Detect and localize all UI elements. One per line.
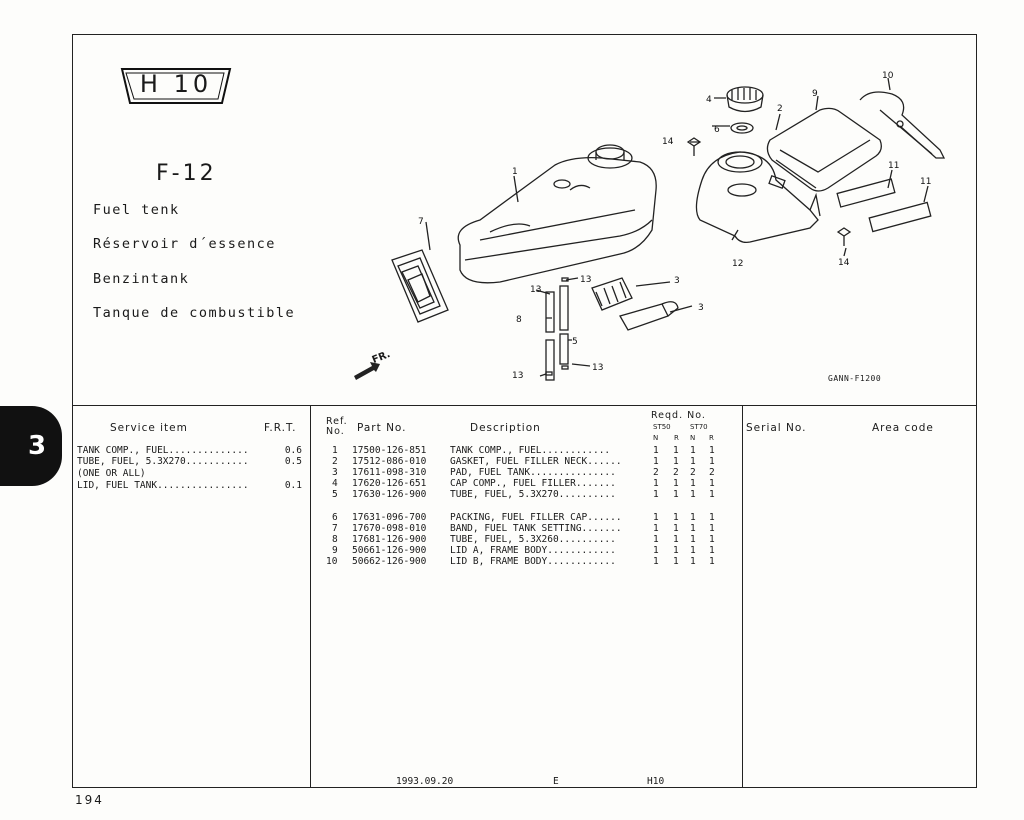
qty-st50-n: 1 (653, 445, 659, 456)
ref: 7 (332, 523, 338, 534)
qty-st70-n: 1 (690, 556, 696, 567)
service-frt: 0.5 (284, 456, 302, 467)
service-frt: 0.1 (284, 480, 302, 491)
qty-st70-r: 1 (709, 478, 715, 489)
service-row (77, 446, 302, 456)
qty-st50-n: 1 (653, 556, 659, 567)
ref: 1 (332, 445, 338, 456)
qty-st50-n: 1 (653, 489, 659, 500)
callout-7: 7 (418, 217, 424, 227)
description: PAD, FUEL TANK............... (450, 467, 616, 478)
qty-st70-n: 1 (690, 523, 696, 534)
description: CAP COMP., FUEL FILLER....... (450, 478, 616, 489)
qty-st70-r: 1 (709, 545, 715, 556)
qty-st70-r: 1 (709, 512, 715, 523)
ref: 3 (332, 467, 338, 478)
part-number: 17670-098-010 (352, 523, 427, 534)
exploded-parts-diagram (340, 60, 960, 400)
qty-st50-n: 1 (653, 456, 659, 467)
description: BAND, FUEL TANK SETTING....... (450, 523, 622, 534)
part-number: 50661-126-900 (352, 545, 427, 556)
ref: 9 (332, 545, 338, 556)
figure-code: F-12 (156, 161, 217, 186)
qty-st50-n: 1 (653, 534, 659, 545)
description: LID A, FRAME BODY............ (450, 545, 616, 556)
callout-12: 12 (732, 259, 744, 269)
qty-st70-n: 2 (690, 467, 696, 478)
reqd-n1: N (653, 434, 659, 442)
qty-st70-r: 2 (709, 467, 715, 478)
service-row (77, 457, 302, 467)
reqd-r2: R (709, 434, 714, 442)
part-number: 17500-126-851 (352, 445, 427, 456)
part-number: 17681-126-900 (352, 534, 427, 545)
service-row (77, 481, 302, 491)
callout-13d: 13 (512, 371, 524, 381)
qty-st50-n: 1 (653, 478, 659, 489)
qty-st50-r: 1 (673, 556, 679, 567)
description-header: Description (470, 422, 541, 434)
qty-st50-r: 1 (673, 545, 679, 556)
service-label: TANK COMP., FUEL.............. (77, 445, 249, 456)
service-frt: 0.6 (284, 445, 302, 456)
callout-5: 5 (572, 337, 578, 347)
callout-6: 6 (714, 125, 720, 135)
description: TUBE, FUEL, 5.3X260.......... (450, 534, 616, 545)
service-label: LID, FUEL TANK................ (77, 480, 249, 491)
callout-labels (418, 71, 931, 381)
part-number: 17620-126-651 (352, 478, 427, 489)
qty-st70-r: 1 (709, 556, 715, 567)
part-no-header: Part No. (357, 422, 407, 434)
qty-st50-r: 1 (673, 512, 679, 523)
reqd-no-header: Reqd. No. (651, 410, 706, 421)
filler-neck-plate-drawing (696, 152, 820, 242)
name-german: Benzintank (93, 271, 190, 287)
qty-st50-n: 1 (653, 545, 659, 556)
service-label: (ONE OR ALL) (77, 468, 146, 479)
callout-8: 8 (516, 315, 522, 325)
name-spanish: Tanque de combustible (93, 305, 296, 321)
qty-st70-n: 1 (690, 545, 696, 556)
qty-st70-n: 1 (690, 478, 696, 489)
name-english: Fuel tenk (93, 202, 180, 218)
column-divider-reqd (742, 405, 743, 788)
frt-header: F.R.T. (264, 422, 297, 434)
qty-st70-r: 1 (709, 456, 715, 467)
qty-st70-r: 1 (709, 489, 715, 500)
fuel-tank-drawing (458, 145, 656, 283)
callout-14a: 14 (662, 137, 674, 147)
ref: 5 (332, 489, 338, 500)
qty-st50-r: 1 (673, 534, 679, 545)
qty-st70-r: 1 (709, 534, 715, 545)
ref: 2 (332, 456, 338, 467)
callout-10: 10 (882, 71, 894, 81)
callout-2: 2 (777, 104, 783, 114)
st70-header: ST70 (690, 423, 708, 431)
description: TUBE, FUEL, 5.3X270.......... (450, 489, 616, 500)
part-number: 17631-096-700 (352, 512, 427, 523)
serial-no-header: Serial No. (746, 422, 807, 434)
area-code-header: Area code (872, 422, 934, 434)
part-number: 17630-126-900 (352, 489, 427, 500)
footer-date: 1993.09.20 (396, 776, 454, 787)
callout-3a: 3 (674, 276, 680, 286)
description: GASKET, FUEL FILLER NECK...... (450, 456, 622, 467)
qty-st70-n: 1 (690, 489, 696, 500)
callout-13a: 13 (580, 275, 592, 285)
service-item-header: Service item (110, 422, 188, 434)
callout-3b: 3 (698, 303, 704, 313)
qty-st70-n: 1 (690, 456, 696, 467)
description: TANK COMP., FUEL............ (450, 445, 611, 456)
qty-st70-n: 1 (690, 512, 696, 523)
callout-11b: 11 (920, 177, 932, 187)
callout-11a: 11 (888, 161, 900, 171)
description: LID B, FRAME BODY............ (450, 556, 616, 567)
diagram-code: H 10 (139, 70, 213, 98)
qty-st50-r: 1 (673, 523, 679, 534)
service-label: TUBE, FUEL, 5.3X270........... (77, 456, 249, 467)
qty-st50-r: 1 (673, 456, 679, 467)
name-french: Réservoir d´essence (93, 236, 276, 252)
qty-st50-n: 1 (653, 523, 659, 534)
figure-reference: GANN-F1200 (828, 374, 882, 383)
qty-st70-r: 1 (709, 445, 715, 456)
fuel-band-drawing (392, 250, 448, 322)
qty-st70-n: 1 (690, 534, 696, 545)
qty-st50-r: 1 (673, 445, 679, 456)
st50-header: ST50 (653, 423, 671, 431)
ref: 4 (332, 478, 338, 489)
callout-13c: 13 (592, 363, 604, 373)
qty-st70-r: 1 (709, 523, 715, 534)
part-number: 17512-086-010 (352, 456, 427, 467)
callout-14b: 14 (838, 258, 850, 268)
qty-st50-r: 1 (673, 478, 679, 489)
callout-4: 4 (706, 95, 712, 105)
service-row (77, 469, 302, 479)
part-number: 17611-098-310 (352, 467, 427, 478)
section-tab: 3 (0, 406, 62, 486)
reqd-r1: R (674, 434, 679, 442)
description: PACKING, FUEL FILLER CAP...... (450, 512, 622, 523)
ref: 8 (332, 534, 338, 545)
callout-13b: 13 (530, 285, 542, 295)
ref-no-header: Ref. No. (326, 416, 348, 437)
lid-a-drawing (767, 108, 881, 191)
callout-9: 9 (812, 89, 818, 99)
column-divider-service (310, 405, 311, 788)
filler-cap-drawing (727, 87, 763, 112)
qty-st50-n: 1 (653, 512, 659, 523)
page-number: 194 (75, 793, 104, 807)
footer-code: H10 (647, 776, 665, 787)
lid-b-bracket-drawing (860, 92, 944, 158)
qty-st50-r: 2 (673, 467, 679, 478)
lid-11-b-drawing (869, 202, 931, 231)
footer-edition: E (553, 776, 559, 787)
ref: 6 (332, 512, 338, 523)
qty-st70-n: 1 (690, 445, 696, 456)
callout-1: 1 (512, 167, 518, 177)
qty-st50-n: 2 (653, 467, 659, 478)
qty-st50-r: 1 (673, 489, 679, 500)
part-number: 50662-126-900 (352, 556, 427, 567)
ref: 10 (326, 556, 338, 567)
front-direction-label: FR. (370, 348, 392, 367)
lid-11-a-drawing (837, 179, 895, 207)
reqd-n2: N (690, 434, 696, 442)
table-divider (72, 405, 977, 406)
